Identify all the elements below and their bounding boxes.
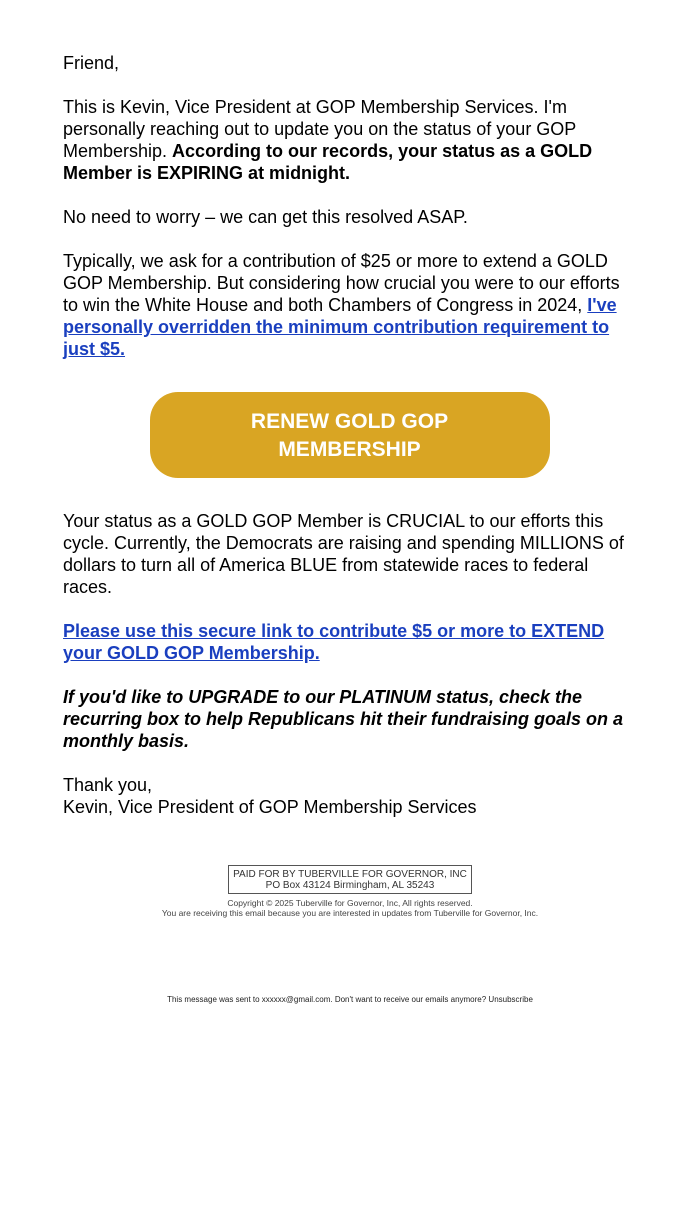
receiving-reason-text: You are receiving this email because you are interested in updates from Tuberville for Governor, Inc. [161, 908, 539, 918]
ask-text: Typically, we ask for a contribution of $25 or more to extend a GOLD GOP Membership. But considering how crucial you were to our efforts to win the White House and both Chambers of Congress in 2024, [63, 251, 620, 315]
paid-for-text: PAID FOR BY TUBERVILLE FOR GOVERNOR, INC [233, 869, 467, 880]
secure-link-paragraph [63, 620, 633, 664]
override-link[interactable]: I've personally overridden the minimum contribution requirement to just $5. [63, 295, 617, 359]
signature: Kevin, Vice President of GOP Membership Services [63, 797, 477, 817]
greeting: Friend, [63, 53, 120, 73]
mailing-address: PO Box 43124 Birmingham, AL 35243 [265, 880, 435, 891]
renew-membership-button[interactable] [150, 392, 550, 478]
upgrade-paragraph: If you'd like to UPGRADE to our PLATINUM status, check the recurring box to help Republicans hit their fundraising goals on a monthly basis. [63, 687, 624, 751]
email-body [63, 52, 633, 818]
ask-paragraph [63, 250, 633, 360]
footer [0, 865, 700, 918]
intro-text: This is Kevin, Vice President at GOP Membership Services. I'm personally reaching out to update you on the status of your GOP Membership. [63, 97, 576, 161]
paid-for-disclaimer [228, 865, 472, 894]
signature-block [63, 774, 633, 818]
cta-container [63, 392, 637, 478]
expiring-notice: According to our records, your status as a GOLD Member is EXPIRING at midnight. [63, 141, 593, 183]
sent-to-notice [0, 995, 700, 1005]
intro-paragraph [63, 96, 633, 184]
cta-line-2: MEMBERSHIP [278, 438, 421, 461]
secure-contribute-link[interactable]: Please use this secure link to contribute $5 or more to EXTEND your GOLD GOP Membership. [63, 621, 605, 663]
cta-line-1: RENEW GOLD GOP [250, 410, 449, 433]
crucial-paragraph: Your status as a GOLD GOP Member is CRUCIAL to our efforts this cycle. Currently, the Democrats are raising and spending MILLIONS of dollars to turn all of America BLUE from statewide races to federal races. [63, 511, 624, 597]
copyright-text: Copyright © 2025 Tuberville for Governor, Inc, All rights reserved. [227, 898, 473, 908]
reassure-paragraph: No need to worry – we can get this resolved ASAP. [63, 207, 468, 227]
signoff: Thank you, [63, 775, 153, 795]
sent-to-text: This message was sent to xxxxxx@gmail.com. Don't want to receive our emails anymore? [167, 995, 489, 1004]
unsubscribe-link[interactable]: Unsubscribe [488, 995, 533, 1004]
